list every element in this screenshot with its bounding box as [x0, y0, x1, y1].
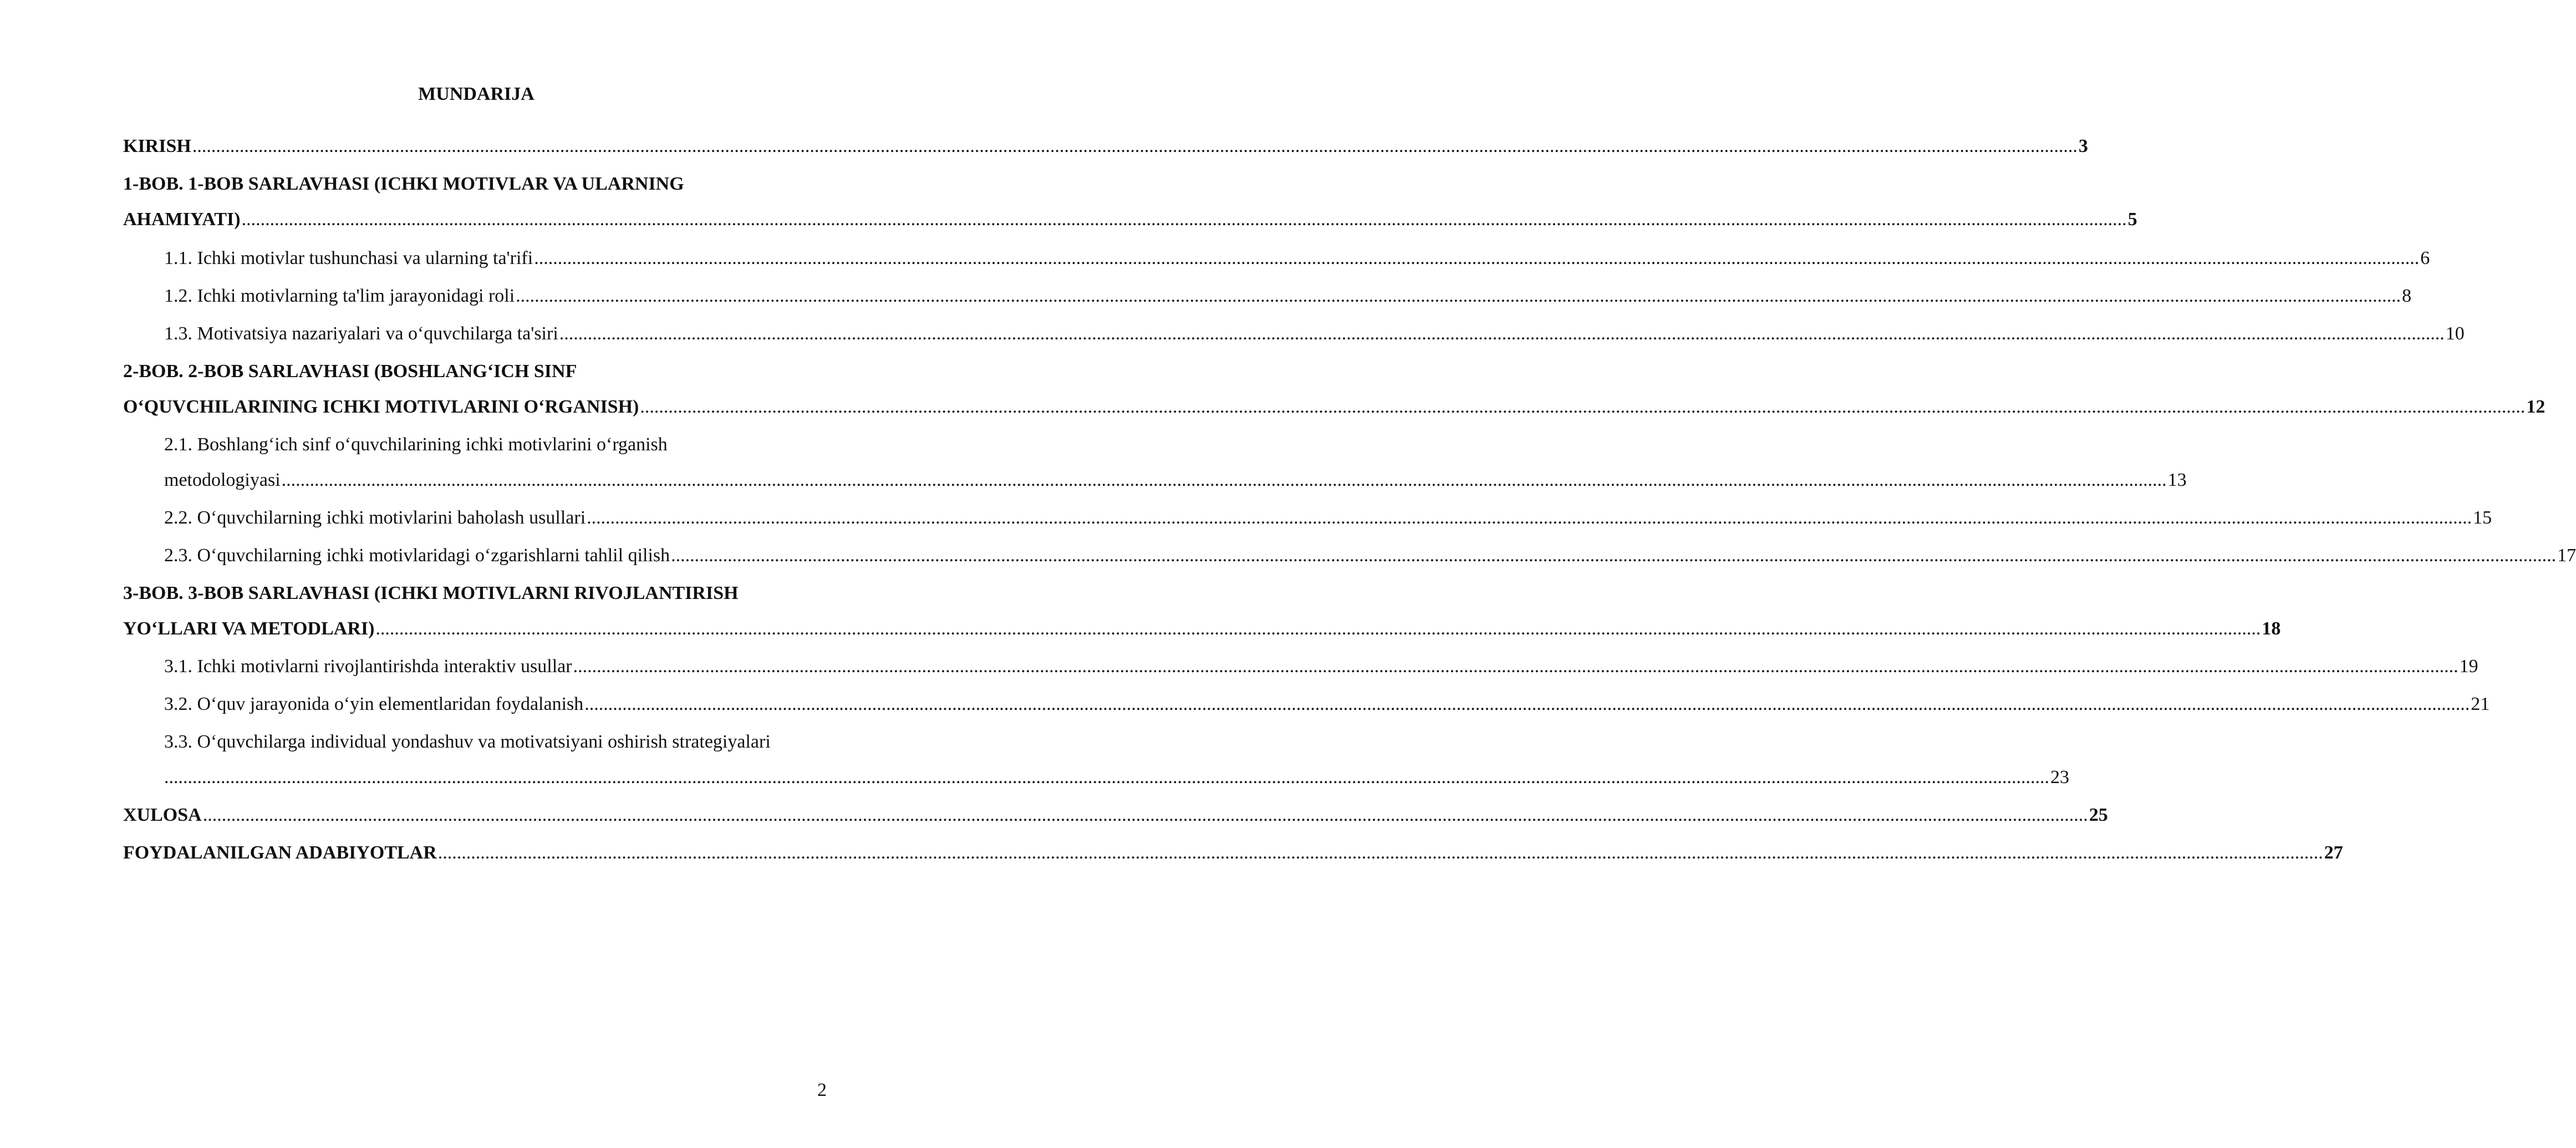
toc-page-number: 5 [2127, 209, 2137, 230]
page-number: 2 [817, 1080, 827, 1100]
toc-page-number: 18 [2262, 618, 2281, 639]
toc-entry-label: 1.3. Motivatsiya nazariyalari va o‘quvchilarga ta'siri [164, 323, 558, 344]
dot-leader: ................................................................................................................................................................................................................................................................................................................................................................................................................ [192, 136, 2078, 156]
toc-page-number: 10 [2445, 323, 2465, 344]
toc-entry-label: 2.2. O‘quvchilarning ichki motivlarini baholash usullari [164, 507, 586, 528]
toc-page-number: 6 [2420, 248, 2430, 268]
dot-leader: ................................................................................................................................................................................................................................................................................................................................................................................................................ [559, 323, 2445, 344]
toc-page-number: 21 [2471, 694, 2490, 714]
toc-page-number: 23 [2050, 767, 2069, 788]
toc-entry-label: 3.2. O‘quv jarayonida o‘yin elementlaridan foydalanish [164, 694, 584, 714]
toc-entry-section-2-1 [164, 468, 2187, 492]
toc-page-number: 17 [2557, 545, 2576, 566]
dot-leader: ................................................................................................................................................................................................................................................................................................................................................................................................................ [437, 842, 2323, 863]
toc-entry-section-1-2 [164, 284, 2412, 308]
toc-entry-label: 3.1. Ichki motivlarni rivojlantirishda interaktiv usullar [164, 656, 572, 677]
toc-entry-label: metodologiyasi [164, 470, 281, 490]
toc-entry-label: AHAMIYATI) [123, 209, 241, 230]
dot-leader: ................................................................................................................................................................................................................................................................................................................................................................................................................ [164, 767, 2049, 788]
toc-entry-section-3-1 [164, 654, 2478, 679]
dot-leader: ................................................................................................................................................................................................................................................................................................................................................................................................................ [281, 470, 2167, 490]
dot-leader: ................................................................................................................................................................................................................................................................................................................................................................................................................ [241, 209, 2127, 230]
toc-entry-label: YO‘LLARI VA METODLARI) [123, 618, 375, 639]
toc-page-number: 8 [2402, 286, 2412, 306]
dot-leader: ................................................................................................................................................................................................................................................................................................................................................................................................................ [587, 507, 2472, 528]
toc-page-number: 15 [2473, 507, 2492, 528]
toc-entry-section-2-3 [164, 543, 2576, 568]
toc-entry-section-1-3 [164, 322, 2465, 346]
toc-entry-label: KIRISH [123, 136, 191, 156]
dot-leader: ................................................................................................................................................................................................................................................................................................................................................................................................................ [534, 248, 2420, 268]
toc-entry-kirish [123, 134, 2088, 159]
toc-entry-section-2-2 [164, 506, 2492, 530]
toc-page-number: 19 [2459, 656, 2478, 677]
toc-page-number: 12 [2526, 397, 2546, 417]
toc-chapter-1-title: 1-BOB. 1-BOB SARLAVHASI (ICHKI MOTIVLAR VA ULARNING [123, 174, 684, 194]
toc-entry-label: 1.1. Ichki motivlar tushunchasi va ularning ta'rifi [164, 248, 533, 268]
toc-page-number: 25 [2089, 805, 2108, 825]
toc-page-number: 13 [2167, 470, 2187, 490]
toc-entry-chapter-3 [123, 617, 2281, 641]
toc-page-number: 3 [2078, 136, 2088, 156]
toc-section-2-1-title: 2.1. Boshlang‘ich sinf o‘quvchilarining ichki motivlarini o‘rganish [164, 434, 668, 455]
toc-entry-section-1-1 [164, 246, 2430, 271]
toc-entry-label: 2.3. O‘quvchilarning ichki motivlaridagi o‘zgarishlarni tahlil qilish [164, 545, 670, 566]
toc-entry-section-3-3 [164, 765, 2069, 790]
toc-page-number: 27 [2324, 842, 2343, 863]
dot-leader: ................................................................................................................................................................................................................................................................................................................................................................................................................ [671, 545, 2557, 566]
toc-entry-adabiyotlar [123, 841, 2343, 865]
dot-leader: ................................................................................................................................................................................................................................................................................................................................................................................................................ [516, 286, 2401, 306]
toc-section-3-3-title: 3.3. O‘quvchilarga individual yondashuv va motivatsiyani oshirish strategiyalari [164, 732, 771, 752]
toc-entry-xulosa [123, 803, 2108, 827]
dot-leader: ................................................................................................................................................................................................................................................................................................................................................................................................................ [202, 805, 2088, 825]
toc-chapter-3-title: 3-BOB. 3-BOB SARLAVHASI (ICHKI MOTIVLARNI RIVOJLANTIRISH [123, 583, 739, 603]
toc-chapter-2-title: 2-BOB. 2-BOB SARLAVHASI (BOSHLANG‘ICH SINF [123, 361, 577, 382]
toc-entry-chapter-1 [123, 207, 2137, 232]
toc-entry-section-3-2 [164, 692, 2490, 717]
dot-leader: ................................................................................................................................................................................................................................................................................................................................................................................................................ [640, 397, 2526, 417]
toc-entry-label: O‘QUVCHILARINING ICHKI MOTIVLARINI O‘RGANISH) [123, 397, 639, 417]
toc-entry-chapter-2 [123, 395, 2546, 419]
toc-entry-label: 1.2. Ichki motivlarning ta'lim jarayonidagi roli [164, 286, 515, 306]
dot-leader: ................................................................................................................................................................................................................................................................................................................................................................................................................ [375, 618, 2261, 639]
toc-entry-label: XULOSA [123, 805, 202, 825]
dot-leader: ................................................................................................................................................................................................................................................................................................................................................................................................................ [584, 694, 2470, 714]
toc-entry-label: FOYDALANILGAN ADABIYOTLAR [123, 842, 437, 863]
dot-leader: ................................................................................................................................................................................................................................................................................................................................................................................................................ [573, 656, 2458, 677]
page-title: MUNDARIJA [418, 84, 534, 104]
